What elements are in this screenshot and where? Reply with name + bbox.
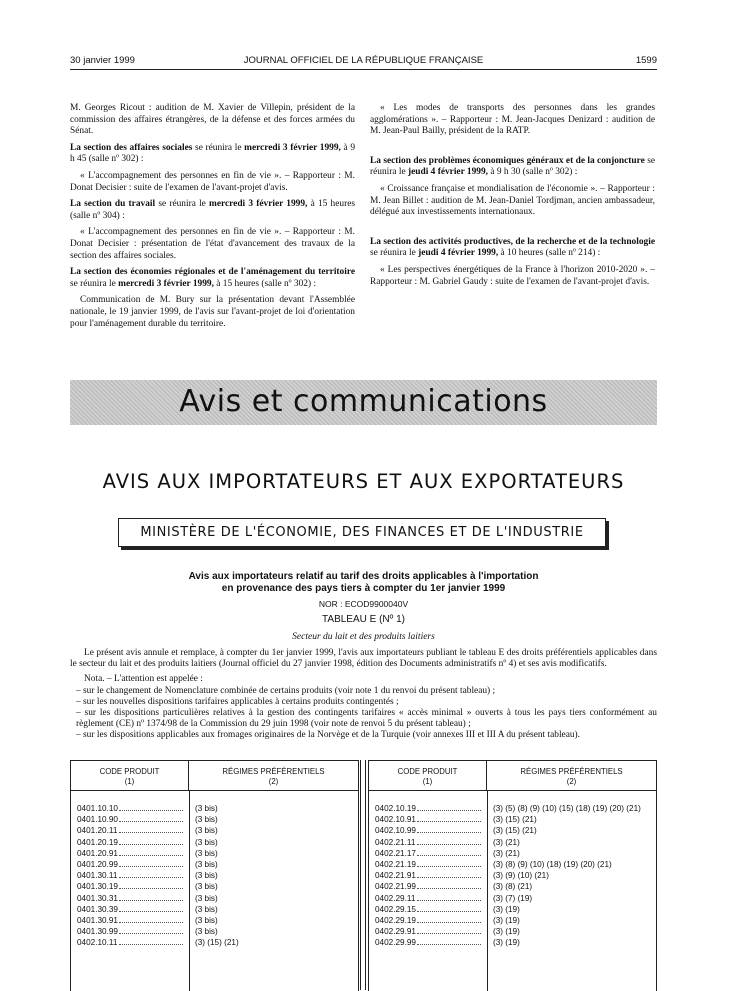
table-rows-right [369, 803, 656, 948]
dot-leader [119, 844, 183, 845]
table-row [369, 893, 656, 904]
table-row [369, 814, 656, 825]
product-code: 0402.29.11 [375, 893, 416, 903]
header-rule [70, 69, 657, 70]
table-row [369, 859, 656, 870]
left-paragraph-5: « L'accompagnement des personnes en fin de vie ». – Rapporteur : M. Donat Decisier : présentation de l'état d'avancement des travaux de la section des affaires sociales. [70, 227, 355, 261]
table-row [369, 837, 656, 848]
table-row [71, 837, 358, 848]
preferential-regimes: (3) (21) [493, 837, 520, 847]
tariff-table-right [368, 760, 657, 991]
table-row [369, 870, 656, 881]
dot-leader [119, 911, 183, 912]
product-code: 0402.10.99 [375, 826, 416, 836]
dot-leader [119, 944, 183, 945]
dot-leader [119, 933, 183, 934]
preferential-regimes: (3 bis) [195, 871, 218, 881]
preferential-regimes: (3 bis) [195, 882, 218, 892]
preferential-regimes: (3) (8) (21) [493, 882, 533, 892]
dot-leader [417, 866, 481, 867]
right-paragraph-1: « Les modes de transports des personnes dans les grandes agglomérations ». – Rapporteur : M. Jean-Jacques Denizard : audition de M. Jean-Paul Bailly, président de la RATP. [370, 103, 655, 137]
nor-reference: NOR : ECOD9900040V [318, 599, 409, 609]
product-code: 0402.10.91 [375, 815, 416, 825]
product-code: 0401.30.99 [77, 927, 118, 937]
preferential-regimes: (3 bis) [195, 837, 218, 847]
dot-leader [119, 888, 183, 889]
dot-leader [119, 877, 183, 878]
preferential-regimes: (3) (7) (19) [493, 893, 533, 903]
product-code: 0402.21.19 [375, 859, 416, 869]
intro-paragraph: Le présent avis annule et remplace, à compter du 1er janvier 1999, l'avis aux importateurs publiant le tableau E des droits préférentiels applicables dans le secteur du lait et des produits laitiers (Journal officiel du 27 janvier 1998, édition des Documents administratifs nº 4) et ses avis modificatifs. [70, 648, 657, 670]
table-row [71, 904, 358, 915]
preferential-regimes: (3) (15) (21) [493, 815, 537, 825]
nota-bullet-4: – sur les dispositions applicables aux fromages originaires de la Norvège et de la Turquie (voir annexes III et III A du présent tableau). [76, 730, 581, 741]
table-row [71, 926, 358, 937]
table-row [71, 859, 358, 870]
product-code: 0402.21.17 [375, 848, 416, 858]
product-code: 0401.20.11 [77, 826, 118, 836]
preferential-regimes: (3) (19) [493, 915, 520, 925]
preferential-regimes: (3 bis) [195, 815, 218, 825]
left-paragraph-2: La section des affaires sociales se réunira le mercredi 3 février 1999, à 9 h 45 (salle nº 302) : [70, 142, 356, 165]
left-paragraph-1: M. Georges Ricout : audition de M. Xavier de Villepin, président de la commission des affaires étrangères, de la défense et des forces armées du Sénat. [70, 103, 355, 137]
product-code: 0402.10.19 [375, 804, 416, 813]
table-row [71, 814, 358, 825]
header-page-number: 1599 [635, 55, 657, 66]
product-code: 0402.29.19 [375, 915, 416, 925]
table-divider [360, 760, 366, 990]
left-paragraph-7: Communication de M. Bury sur la présentation devant l'Assemblée nationale, le 19 janvier 1999, de l'avis sur l'avant-projet de loi d'orientation pour l'aménagement durable du territoire. [70, 295, 355, 329]
preferential-regimes: (3) (19) [493, 904, 520, 914]
dot-leader [417, 922, 481, 923]
product-code: 0401.30.91 [77, 915, 118, 925]
notice-title [70, 571, 657, 594]
product-code: 0401.30.19 [77, 882, 118, 892]
right-paragraph-5: « Les perspectives énergétiques de la France à l'horizon 2010-2020 ». – Rapporteur : M. Gabriel Gaudy : suite de l'examen de l'avant-projet d'avis. [370, 264, 655, 287]
left-paragraph-3: « L'accompagnement des personnes en fin de vie ». – Rapporteur : M. Donat Decisier : suite de l'examen de l'avant-projet d'avis. [70, 170, 355, 193]
table-row [71, 881, 358, 892]
table-row [71, 803, 358, 814]
product-code: 0401.20.99 [77, 859, 118, 869]
product-code: 0402.21.11 [375, 837, 416, 847]
preferential-regimes: (3 bis) [195, 915, 218, 925]
preferential-regimes: (3) (15) (21) [195, 938, 239, 948]
table-row [71, 915, 358, 926]
preferential-regimes: (3) (19) [493, 927, 520, 937]
left-column [70, 103, 355, 335]
banner-title: Avis et communications [179, 384, 548, 419]
preferential-regimes: (3) (8) (9) (10) (18) (19) (20) (21) [493, 859, 612, 869]
dot-leader [417, 877, 481, 878]
product-code: 0401.30.39 [77, 904, 118, 914]
ministry-box: MINISTÈRE DE L'ÉCONOMIE, DES FINANCES ET DE L'INDUSTRIE [118, 518, 606, 547]
product-code: 0401.30.31 [77, 893, 118, 903]
right-paragraph-2: La section des problèmes économiques généraux et de la conjoncture se réunira le jeudi 4 février 1999, à 9 h 30 (salle nº 302) : [370, 155, 655, 178]
dot-leader [417, 832, 481, 833]
dot-leader [417, 888, 481, 889]
product-code: 0402.29.15 [375, 904, 416, 914]
nota-bullet-3: – sur les dispositions particulières relatives à la gestion des contingents tarifaires « accès minimal » ouverts à tous les pays tiers conformément au règlement (CE) nº 1374/98 de la Commission du 29 juin 1998 (voir note de renvoi 5 du présent tableau) ; [76, 708, 657, 730]
tariff-table-left [70, 760, 359, 991]
sector-subtitle: Secteur du lait et des produits laitiers [292, 632, 435, 642]
product-code: 0401.30.11 [77, 871, 118, 881]
dot-leader [119, 922, 183, 923]
dot-leader [417, 855, 481, 856]
right-column [370, 103, 655, 293]
col-header-code: CODE PRODUIT (1) [71, 761, 189, 791]
dot-leader [119, 900, 183, 901]
product-code: 0402.29.91 [375, 927, 416, 937]
header-date: 30 janvier 1999 [70, 55, 135, 66]
table-row [369, 848, 656, 859]
preferential-regimes: (3) (19) [493, 938, 520, 948]
product-code: 0401.10.90 [77, 815, 118, 825]
dot-leader [417, 933, 481, 934]
table-rows-left [71, 803, 358, 948]
col-header-regimes: RÉGIMES PRÉFÉRENTIELS (2) [189, 761, 358, 791]
dot-leader [417, 900, 481, 901]
dot-leader [417, 944, 481, 945]
dot-leader [417, 844, 481, 845]
nota-bullet-2: – sur les nouvelles dispositions tarifaires applicables à certains produits contingentés ; [76, 696, 399, 707]
preferential-regimes: (3 bis) [195, 848, 218, 858]
dot-leader [119, 810, 183, 811]
table-row [369, 915, 656, 926]
nota-bullet-1: – sur le changement de Nomenclature combinée de certains produits (voir note 1 du renvoi du présent tableau) ; [76, 685, 496, 696]
dot-leader [119, 866, 183, 867]
left-paragraph-6: La section des économies régionales et de l'aménagement du territoire se réunira le mercredi 3 février 1999, à 15 heures (salle nº 302) : [70, 267, 355, 289]
notice-title-line-2: en provenance des pays tiers à compter du 1er janvier 1999 [221, 582, 506, 594]
product-code: 0402.29.99 [375, 938, 416, 948]
header-journal-title: JOURNAL OFFICIEL DE LA RÉPUBLIQUE FRANÇAISE [243, 55, 484, 66]
dot-leader [119, 855, 183, 856]
notice-title-line-1: Avis aux importateurs relatif au tarif des droits applicables à l'importation [188, 571, 539, 582]
product-code: 0402.21.91 [375, 871, 416, 881]
right-paragraph-4: La section des activités productives, de la recherche et de la technologie se réunira le jeudi 4 février 1999, à 10 heures (salle nº 214) : [370, 236, 655, 259]
preferential-regimes: (3 bis) [195, 927, 218, 937]
product-code: 0402.21.99 [375, 882, 416, 892]
section-banner [70, 380, 657, 425]
preferential-regimes: (3) (21) [493, 848, 520, 858]
preferential-regimes: (3 bis) [195, 826, 218, 836]
table-row [71, 825, 358, 836]
table-row [369, 926, 656, 937]
col-header-code: CODE PRODUIT (1) [369, 761, 487, 791]
col-header-regimes: RÉGIMES PRÉFÉRENTIELS (2) [487, 761, 656, 791]
dot-leader [417, 821, 481, 822]
table-row [71, 848, 358, 859]
product-code: 0402.10.11 [77, 938, 118, 948]
table-row [71, 870, 358, 881]
right-paragraph-3: « Croissance française et mondialisation de l'économie ». – Rapporteur : M. Jean Billet : audition de M. Jean-Daniel Tordjman, ancien ambassadeur, délégué aux investissements internationaux. [370, 183, 655, 218]
nota-line: Nota. – L'attention est appelée : [84, 674, 203, 685]
table-row [369, 825, 656, 836]
table-row [369, 881, 656, 892]
preferential-regimes: (3 bis) [195, 859, 218, 869]
preferential-regimes: (3 bis) [195, 804, 218, 813]
preferential-regimes: (3) (9) (10) (21) [493, 871, 549, 881]
product-code: 0401.10.10 [77, 804, 118, 813]
tableau-title: TABLEAU E (Nº 1) [322, 614, 405, 625]
preferential-regimes: (3 bis) [195, 893, 218, 903]
table-row [71, 937, 358, 948]
preferential-regimes: (3) (15) (21) [493, 826, 537, 836]
dot-leader [417, 810, 481, 811]
product-code: 0401.20.19 [77, 837, 118, 847]
dot-leader [119, 832, 183, 833]
table-row [369, 803, 656, 814]
preferential-regimes: (3) (5) (8) (9) (10) (15) (18) (19) (20) (21) [493, 804, 641, 813]
notice-body [70, 648, 657, 742]
preferential-regimes: (3 bis) [195, 904, 218, 914]
avis-title: AVIS AUX IMPORTATEURS ET AUX EXPORTATEURS [102, 470, 625, 493]
table-row [369, 904, 656, 915]
left-paragraph-4: La section du travail se réunira le mercredi 3 février 1999, à 15 heures (salle nº 304) : [70, 199, 356, 221]
dot-leader [417, 911, 481, 912]
product-code: 0401.20.91 [77, 848, 118, 858]
dot-leader [119, 821, 183, 822]
table-row [71, 893, 358, 904]
table-row [369, 937, 656, 948]
